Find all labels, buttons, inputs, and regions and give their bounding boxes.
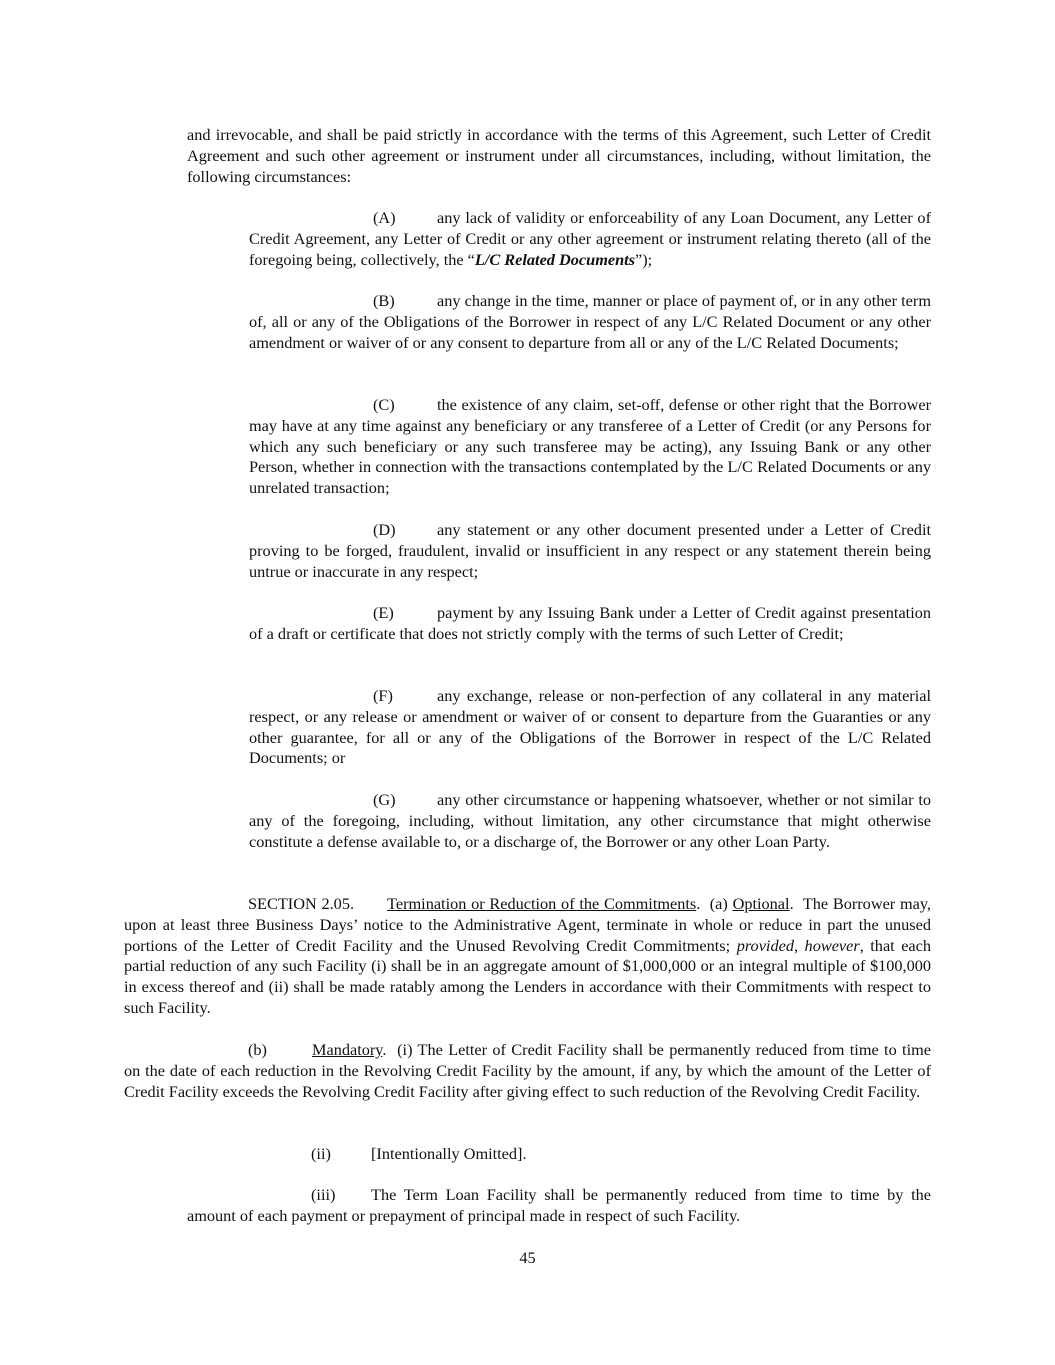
mandatory-paragraph: (b) Mandatory. (i) The Letter of Credit Facility shall be permanently reduced from time to time on the date of each reduction in the Revolving Credit Facility by the amount, if any, by which the amount of the Letter of Credit Facility exceeds the Revolving Credit Facility after giving effect to such reduction of the Revolving Credit Facility. <box>124 1040 931 1101</box>
section-number: SECTION 2.05. <box>248 894 355 913</box>
mandatory-title: Mandatory <box>312 1040 383 1059</box>
list-item-d <box>249 520 931 582</box>
item-label: (A) <box>373 208 396 227</box>
page-number: 45 <box>519 1248 536 1267</box>
list-item-f <box>249 686 931 769</box>
sub-iii-label: (iii) <box>311 1185 336 1204</box>
provided-term: provided <box>736 935 794 955</box>
mandatory-text: (i) The Letter of Credit Facility shall be permanently reduced from time to time on the date of each reduction in the Revolving Credit Facility by the amount, if any, by which the amount of the Letter of Credit Facility exceeds the Revolving Credit Facility after giving effect to such reduction of the Revolving Credit Facility. <box>124 1040 931 1101</box>
list-item-c <box>249 395 931 499</box>
intro-paragraph: and irrevocable, and shall be paid strictly in accordance with the terms of this Agreement, such Letter of Credit Agreement and such other agreement or instrument under all circumstances, including, without limitation, the following circumstances: <box>187 125 931 186</box>
item-text: any statement or any other document presented under a Letter of Credit proving to be forged, fraudulent, invalid or insufficient in any respect or any statement therein being untrue or inaccurate in any respect; <box>249 520 931 581</box>
item-text: any change in the time, manner or place of payment of, or in any other term of, all or any of the Obligations of the Borrower in respect of any L/C Related Document or any other amendment or waiver of or any consent to departure from all or any of the L/C Related Documents; <box>249 291 931 352</box>
sub-ii-paragraph <box>311 1144 931 1165</box>
item-label: (G) <box>373 790 396 809</box>
sub-ii-label: (ii) <box>311 1144 331 1163</box>
sub-iii-text: The Term Loan Facility shall be permanently reduced from time to time by the amount of each payment or prepayment of principal made in respect of such Facility. <box>187 1185 931 1225</box>
section-text-1: The Borrower may, upon at least three Business Days’ notice to the Administrative Agent, terminate in whole or reduce in part the unused portions of the Letter of Credit Facility and the Unused Revolving Credit Commitments; <box>124 894 931 955</box>
item-label: (D) <box>373 520 396 539</box>
item-text: the existence of any claim, set-off, defense or other right that the Borrower may have at any time against any beneficiary or any transferee of a Letter of Credit (or any Persons for which any such beneficiary or any such transferee may be acting), any Issuing Bank or any other Person, whether in connection with the transactions contemplated by the L/C Related Documents or any unrelated transaction; <box>249 395 931 498</box>
item-text: any other circumstance or happening whatsoever, whether or not similar to any of the foregoing, including, without limitation, any other circumstance that might otherwise constitute a defense available to, or a discharge of, the Borrower or any other Loan Party. <box>249 790 931 851</box>
section-text-2: , that each partial reduction of any such Facility (i) shall be in an aggregate amount of $1,000,000 or an integral multiple of $100,000 in excess thereof and (ii) shall be made ratably among the Lenders in accordance with their Commitments with respect to such Facility. <box>124 935 932 1017</box>
item-text: payment by any Issuing Bank under a Letter of Credit against presentation of a draft or certificate that does not strictly comply with the terms of such Letter of Credit; <box>249 603 931 643</box>
section-title: Termination or Reduction of the Commitments <box>387 894 697 913</box>
item-text: any lack of validity or enforceability of any Loan Document, any Letter of Credit Agreement, any Letter of Credit or any other agreement or instrument relating thereto (all of the foregoing being, collectively, the “ <box>249 208 931 269</box>
list-item-e <box>249 603 931 645</box>
item-label: (C) <box>373 395 395 414</box>
item-label: (E) <box>373 603 394 622</box>
mandatory-label: (b) <box>248 1040 267 1059</box>
defined-term: L/C Related Documents <box>474 249 635 269</box>
however-term: however <box>804 935 860 955</box>
section-sub-a-label: (a) <box>709 894 728 913</box>
sub-ii-text: [Intentionally Omitted]. <box>371 1144 527 1163</box>
item-label: (F) <box>373 686 393 705</box>
item-text-end: ”); <box>635 249 653 269</box>
item-text: any exchange, release or non-perfection of any collateral in any material respect, or any release or amendment or waiver of or consent to departure from the Guaranties or any other guarantee, for all or any of the Obligations of the Borrower in respect of the L/C Related Documents; or <box>249 686 931 768</box>
list-item-b <box>249 291 931 353</box>
section-sub-a-title: Optional <box>732 894 790 913</box>
sub-iii-paragraph <box>187 1185 931 1227</box>
item-label: (B) <box>373 291 395 310</box>
section-2-05: SECTION 2.05. Termination or Reduction of the Commitments. (a) Optional. The Borrower may, upon at least three Business Days’ notice to the Administrative Agent, terminate in whole or reduce in part the unused portions of the Letter of Credit Facility and the Unused Revolving Credit Commitments; provided, however, that each partial reduction of any such Facility (i) shall be in an aggregate amount of $1,000,000 or an integral multiple of $100,000 in excess thereof and (ii) shall be made ratably among the Lenders in accordance with their Commitments with respect to such Facility. <box>124 894 932 1017</box>
list-item-a <box>249 208 931 270</box>
list-item-g <box>249 790 931 852</box>
